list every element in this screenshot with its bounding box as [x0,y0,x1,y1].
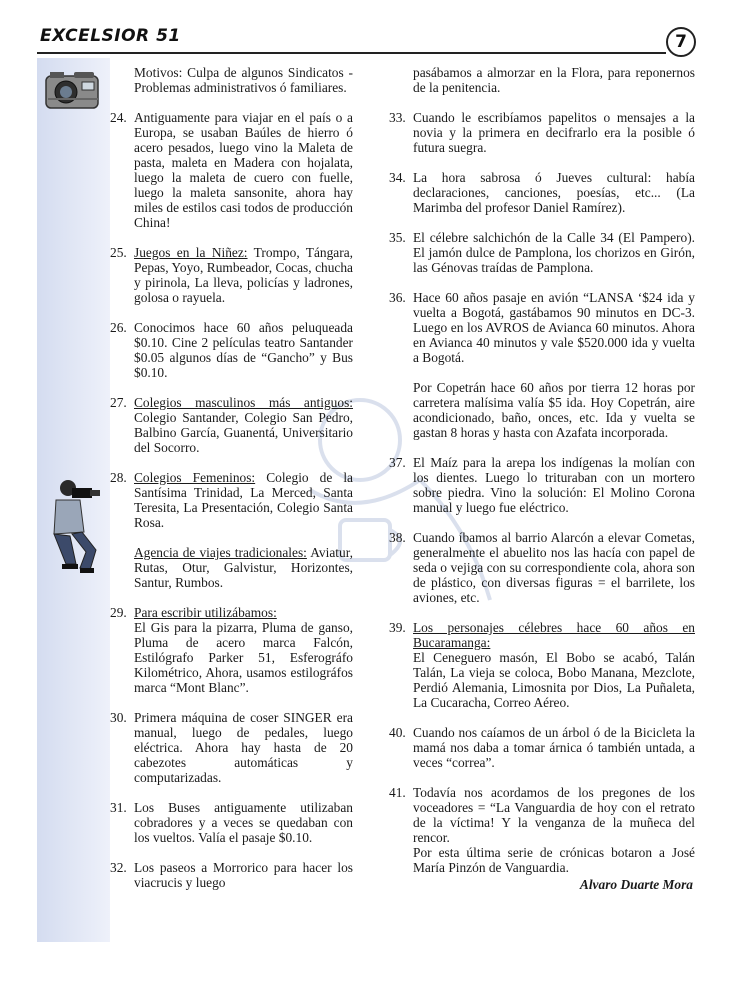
item-number: 28. [110,470,127,485]
item-heading: Juegos en la Niñez: [134,245,248,260]
item-heading: Para escribir utilizábamos: [134,605,277,620]
continued-paragraph: Motivos: Culpa de algunos Sindicatos - Problemas administrativos ó familiares. [134,65,353,95]
item-text: Cuando le escribíamos papelitos o mensajes a la novia y la primera en decifrarlo era la posible ó futura suegra. [413,110,695,155]
item-heading: Colegios masculinos más antiguos: [134,395,353,410]
page-number-badge: 7 [666,27,696,57]
item-text: Todavía nos acordamos de los pregones de los voceadores = “La Vanguardia de hoy con el retrato de la víctima! Y la venganza de la muñeca del rencor. [413,785,695,845]
item-number: 33. [389,110,406,125]
item-text: Hace 60 años pasaje en avión “LANSA ‘$24 ida y vuelta a Bogotá, gastábamos 90 minutos en DC-3. Luego en los AVROS de Avianca 60 minutos. Ahora en Avianca 40 minutos y vale $520.000 ida y vuelta a Bogotá. [413,290,695,365]
magazine-title: EXCELSIOR 51 [40,26,181,46]
header-rule [37,52,666,54]
list-item [110,395,353,455]
list-item [389,230,695,275]
item-text: Primera máquina de coser SINGER era manual, luego de pedales, luego eléctrica. Ahora hay hasta de 20 cabezotes automáticas y computarizadas. [134,710,353,785]
list-item [110,470,353,590]
item-heading: Colegios Femeninos: [134,470,256,485]
list-item [389,290,695,440]
list-item [389,455,695,515]
list-item [110,860,353,890]
item-text: Colegio de la Santísima Trinidad, La Merced, Santa Teresita, La Presentación, Colegio Santa Rosa. [134,470,354,530]
item-text: Cuando íbamos al barrio Alarcón a elevar Cometas, generalmente el abuelito nos las hacía con papel de seda o vejiga con su correspondiente cola, ahora son de plástico, con diversas figuras = el barrilete, los aviones, etc. [413,530,695,605]
item-text: El Ceneguero masón, El Bobo se acabó, Talán Talán, La vieja se coloca, Bobo Manana, Mezclote, Perdió Alemania, Limosnita por Dios, La Puñaleta, La Cucaracha, Correo Aéreo. [413,650,695,710]
item-number: 36. [389,290,406,305]
item-text: Cuando nos caíamos de un árbol ó de la Bicicleta la mamá nos daba a tomar árnica ó también untada, a veces “correa”. [413,725,695,770]
item-number: 29. [110,605,127,620]
item-text: Conocimos hace 60 años peluqueada $0.10. Cine 2 películas teatro Santander $0.05 algunos días de “Gancho” y Bus $0.10. [134,320,353,380]
item-number: 31. [110,800,127,815]
list-item [389,170,695,215]
list-item [110,320,353,380]
item-text: Antiguamente para viajar en el país o a Europa, se usaban Baúles de hierro ó acero pesados, luego vino la Maleta de pasta, maleta en Madera con hojalata, luego la maleta de cuero con fuelle, luego la maleta sansonite, ahora hay miles de estilos casi todos de producción China! [134,110,353,230]
right-text-column [389,65,695,892]
list-item [110,800,353,845]
item-number: 24. [110,110,127,125]
item-text: La hora sabrosa ó Jueves cultural: había declaraciones, canciones, poesías, etc... (La Marimba del profesor Daniel Ramírez). [413,170,695,215]
item-text: El Maíz para la arepa los indígenas la molían con los dientes. Luego lo trituraban con un mortero sobre piedra. Vino la solución: El Molino Corona manual y luego fue eléctrico. [413,455,695,515]
continued-paragraph: pasábamos a almorzar en la Flora, para reponernos de la penitencia. [413,65,695,95]
list-item [389,785,695,892]
item-number: 27. [110,395,127,410]
item-subtext: Aviatur, Rutas, Otur, Galvistur, Horizontes, Santur, Rumbos. [134,545,353,590]
item-number: 30. [110,710,127,725]
camera-icon [44,68,102,112]
item-text: Trompo, Tángara, Pepas, Yoyo, Rumbeador, Cocas, chucha y pirinola, La lleva, policías y ladrones, golosa o rayuela. [134,245,353,305]
list-item [110,110,353,230]
item-number: 40. [389,725,406,740]
photographer-icon [46,478,104,574]
item-number: 39. [389,620,406,635]
item-text: Los paseos a Morrorico para hacer los viacrucis y luego [134,860,353,890]
item-subtext: Por Copetrán hace 60 años por tierra 12 horas por carretera malísima valía $5 ida. Hoy Copetrán, aire acondicionado, baño, onces, etc. Ida y vuelta se gastan 8 horas y hasta con Azafata incorporada. [413,380,695,440]
item-number: 25. [110,245,127,260]
author-signature: Alvaro Duarte Mora [579,877,693,892]
item-number: 34. [389,170,406,185]
list-item [389,620,695,710]
item-number: 38. [389,530,406,545]
item-subheading: Agencia de viajes tradicionales: [134,545,307,560]
list-item [110,245,353,305]
list-item [110,605,353,695]
list-item [389,530,695,605]
left-text-column [110,65,353,905]
item-number: 41. [389,785,406,800]
item-text: El célebre salchichón de la Calle 34 (El Pampero). El jamón dulce de Pamplona, los chorizos en Girón, las Génovas traídas de Pamplona. [413,230,695,275]
item-text: Los Buses antiguamente utilizaban cobradores y a veces se quedaban con los vueltos. Valía el pasaje $0.10. [134,800,353,845]
list-item [389,110,695,155]
item-number: 32. [110,860,127,875]
item-heading: Los personajes célebres hace 60 años en Bucaramanga: [413,620,695,650]
list-item [110,710,353,785]
item-text: Colegio Santander, Colegio San Pedro, Balbino García, Guanentá, Universitario del Socorro. [134,410,353,455]
item-number: 26. [110,320,127,335]
item-number: 37. [389,455,406,470]
item-number: 35. [389,230,406,245]
item-text: El Gis para la pizarra, Pluma de ganso, Pluma de acero marca Falcón, Estilógrafo Parker 51, Esferográfo Kilométrico, Ahora, usamos estilográfos marca “Mont Blanc”. [134,620,353,695]
item-subtext: Por esta última serie de crónicas botaron a José María Pinzón de Vanguardia. [413,845,695,875]
list-item [389,725,695,770]
